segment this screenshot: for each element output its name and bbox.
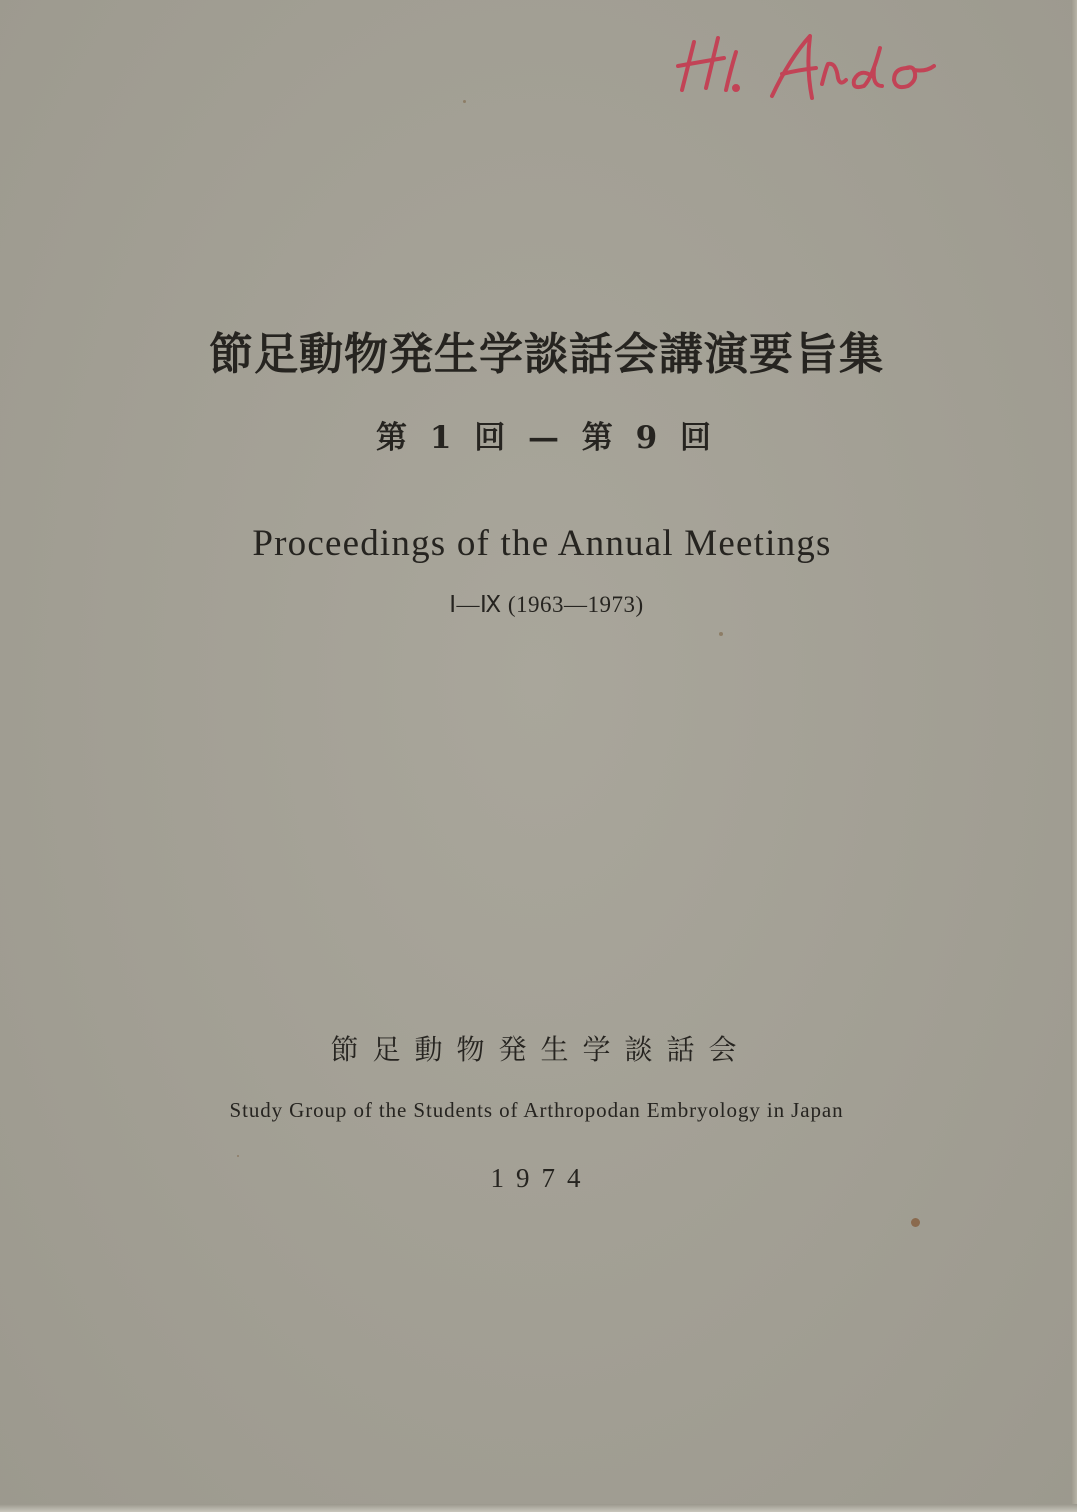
japanese-organization: 節足動物発生学談話会 xyxy=(330,1033,751,1066)
handwritten-signature xyxy=(676,28,946,108)
paper-speck xyxy=(719,632,723,636)
cover-right-edge xyxy=(1071,0,1077,1512)
japanese-meeting-range: 第 1 回 — 第 9 回 xyxy=(376,420,717,456)
paper-speck xyxy=(463,100,466,103)
signature-ink-icon xyxy=(676,28,946,108)
paper-speck xyxy=(237,1155,239,1157)
paper-speck xyxy=(911,1218,920,1227)
cover-bottom-edge xyxy=(0,1504,1077,1512)
publication-year: 1974 xyxy=(490,1163,593,1193)
english-organization: Study Group of the Students of Arthropodan Embryology in Japan xyxy=(229,1098,844,1122)
english-title: Proceedings of the Annual Meetings xyxy=(252,523,832,564)
english-meeting-range: Ⅰ—Ⅸ (1963—1973) xyxy=(449,592,644,617)
japanese-title: 節足動物発生学談話会講演要旨集 xyxy=(209,329,884,380)
